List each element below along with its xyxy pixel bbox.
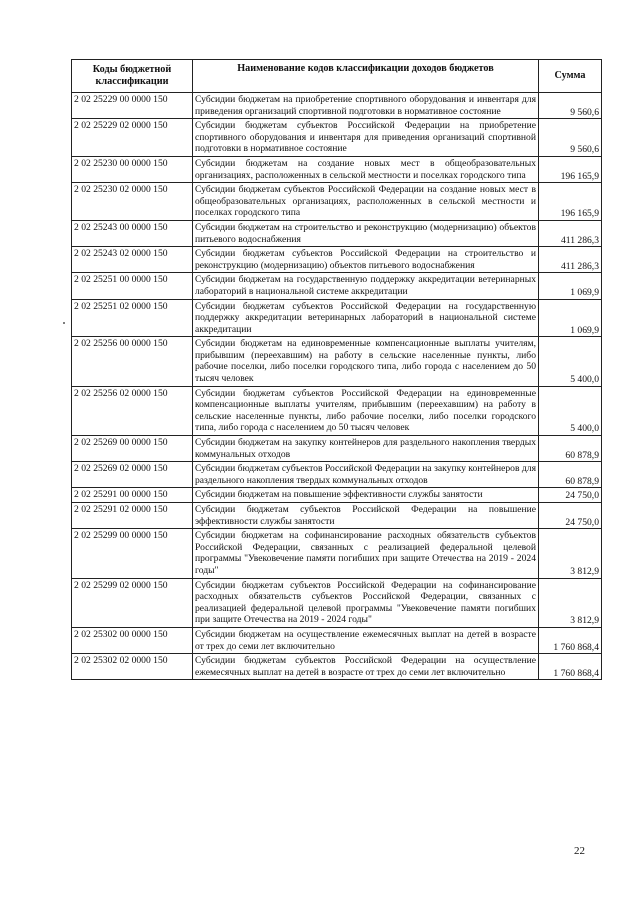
budget-code-cell: 2 02 25299 00 0000 150 <box>72 529 193 578</box>
table-row <box>72 337 602 386</box>
table-header-row <box>72 60 602 93</box>
budget-code-cell: 2 02 25251 02 0000 150 <box>72 299 193 337</box>
revenue-name-cell: Субсидии бюджетам субъектов Российской Федерации на создание новых мест в общеобразовательных организациях, расположенных в сельской местности и поселках городского типа <box>193 183 539 221</box>
table-row <box>72 93 602 119</box>
revenue-name-cell: Субсидии бюджетам на осуществление ежемесячных выплат на детей в возрасте от трех до семи лет включительно <box>193 627 539 653</box>
revenue-name-cell: Субсидии бюджетам на закупку контейнеров для раздельного накопления твердых коммунальных отходов <box>193 436 539 462</box>
budget-code-cell: 2 02 25229 02 0000 150 <box>72 119 193 157</box>
budget-code-cell: 2 02 25291 00 0000 150 <box>72 488 193 503</box>
header-name: Наименование кодов классификации доходов бюджетов <box>193 60 539 93</box>
budget-code-cell: 2 02 25256 00 0000 150 <box>72 337 193 386</box>
budget-code-cell: 2 02 25243 02 0000 150 <box>72 247 193 273</box>
table-row <box>72 183 602 221</box>
table-row <box>72 488 602 503</box>
table-row <box>72 220 602 246</box>
amount-cell: 9 560,6 <box>539 93 602 119</box>
table-row <box>72 119 602 157</box>
budget-code-cell: 2 02 25299 02 0000 150 <box>72 578 193 627</box>
header-sum: Сумма <box>539 60 602 93</box>
revenue-name-cell: Субсидии бюджетам субъектов Российской Федерации на единовременные компенсационные выплаты учителям, прибывшим (переехавшим) на работу в сельские населенные пункты, либо рабочие поселки, либо поселки городского типа, либо города с населением до 50 тысяч человек <box>193 386 539 435</box>
table-row <box>72 627 602 653</box>
budget-code-cell: 2 02 25302 02 0000 150 <box>72 654 193 680</box>
amount-cell: 1 760 868,4 <box>539 654 602 680</box>
table-row <box>72 299 602 337</box>
table-row <box>72 529 602 578</box>
header-code: Коды бюджетной классификации <box>72 60 193 93</box>
budget-code-cell: 2 02 25269 00 0000 150 <box>72 436 193 462</box>
amount-cell: 9 560,6 <box>539 119 602 157</box>
table-row <box>72 654 602 680</box>
table-row <box>72 436 602 462</box>
budget-code-cell: 2 02 25229 00 0000 150 <box>72 93 193 119</box>
revenue-name-cell: Субсидии бюджетам на создание новых мест в общеобразовательных организациях, расположенных в сельской местности и поселках городского типа <box>193 156 539 182</box>
revenue-name-cell: Субсидии бюджетам субъектов Российской Федерации на закупку контейнеров для раздельного накопления твердых коммунальных отходов <box>193 462 539 488</box>
amount-cell: 60 878,9 <box>539 462 602 488</box>
revenue-name-cell: Субсидии бюджетам субъектов Российской Федерации на софинансирование расходных обязательств субъектов Российской Федерации, связанных с реализацией федеральной целевой программы "Увековечение памяти погибших при защите Отечества на 2019 - 2024 годы" <box>193 578 539 627</box>
budget-code-cell: 2 02 25251 00 0000 150 <box>72 273 193 299</box>
budget-code-cell: 2 02 25291 02 0000 150 <box>72 503 193 529</box>
amount-cell: 60 878,9 <box>539 436 602 462</box>
revenue-name-cell: Субсидии бюджетам субъектов Российской Федерации на строительство и реконструкцию (модернизацию) объектов питьевого водоснабжения <box>193 247 539 273</box>
table-row <box>72 578 602 627</box>
budget-code-cell: 2 02 25243 00 0000 150 <box>72 220 193 246</box>
amount-cell: 1 760 868,4 <box>539 627 602 653</box>
amount-cell: 3 812,9 <box>539 529 602 578</box>
table-row <box>72 247 602 273</box>
budget-code-cell: 2 02 25269 02 0000 150 <box>72 462 193 488</box>
amount-cell: 411 286,3 <box>539 220 602 246</box>
revenue-name-cell: Субсидии бюджетам субъектов Российской Федерации на осуществление ежемесячных выплат на детей в возрасте от трех до семи лет включительно <box>193 654 539 680</box>
amount-cell: 1 069,9 <box>539 273 602 299</box>
revenue-name-cell: Субсидии бюджетам на софинансирование расходных обязательств субъектов Российской Федерации, связанных с реализацией федеральной целевой программы "Увековечение памяти погибших при защите Отечества на 2019 - 2024 годы" <box>193 529 539 578</box>
table-row <box>72 273 602 299</box>
amount-cell: 3 812,9 <box>539 578 602 627</box>
revenue-name-cell: Субсидии бюджетам на строительство и реконструкцию (модернизацию) объектов питьевого водоснабжения <box>193 220 539 246</box>
budget-code-cell: 2 02 25230 02 0000 150 <box>72 183 193 221</box>
revenue-name-cell: Субсидии бюджетам на единовременные компенсационные выплаты учителям, прибывшим (переехавшим) на работу в сельские населенные пункты, либо рабочие поселки, либо поселки городского типа, либо города с населением до 50 тысяч человек <box>193 337 539 386</box>
revenue-name-cell: Субсидии бюджетам субъектов Российской Федерации на повышение эффективности службы занятости <box>193 503 539 529</box>
revenue-name-cell: Субсидии бюджетам на повышение эффективности службы занятости <box>193 488 539 503</box>
table-row <box>72 462 602 488</box>
revenue-classification-table <box>71 59 602 680</box>
table-row <box>72 156 602 182</box>
amount-cell: 24 750,0 <box>539 488 602 503</box>
table-row <box>72 386 602 435</box>
revenue-name-cell: Субсидии бюджетам на приобретение спортивного оборудования и инвентаря для приведения организаций спортивной подготовки в нормативное состояние <box>193 93 539 119</box>
margin-mark <box>63 322 65 324</box>
amount-cell: 5 400,0 <box>539 386 602 435</box>
amount-cell: 5 400,0 <box>539 337 602 386</box>
amount-cell: 24 750,0 <box>539 503 602 529</box>
revenue-name-cell: Субсидии бюджетам на государственную поддержку аккредитации ветеринарных лабораторий в национальной системе аккредитации <box>193 273 539 299</box>
amount-cell: 411 286,3 <box>539 247 602 273</box>
amount-cell: 196 165,9 <box>539 156 602 182</box>
budget-code-cell: 2 02 25302 00 0000 150 <box>72 627 193 653</box>
revenue-name-cell: Субсидии бюджетам субъектов Российской Федерации на государственную поддержку аккредитации ветеринарных лабораторий в национальной системе аккредитации <box>193 299 539 337</box>
page-number: 22 <box>574 845 585 857</box>
amount-cell: 196 165,9 <box>539 183 602 221</box>
budget-code-cell: 2 02 25230 00 0000 150 <box>72 156 193 182</box>
amount-cell: 1 069,9 <box>539 299 602 337</box>
table-row <box>72 503 602 529</box>
revenue-name-cell: Субсидии бюджетам субъектов Российской Федерации на приобретение спортивного оборудования и инвентаря для приведения организаций спортивной подготовки в нормативное состояние <box>193 119 539 157</box>
budget-code-cell: 2 02 25256 02 0000 150 <box>72 386 193 435</box>
